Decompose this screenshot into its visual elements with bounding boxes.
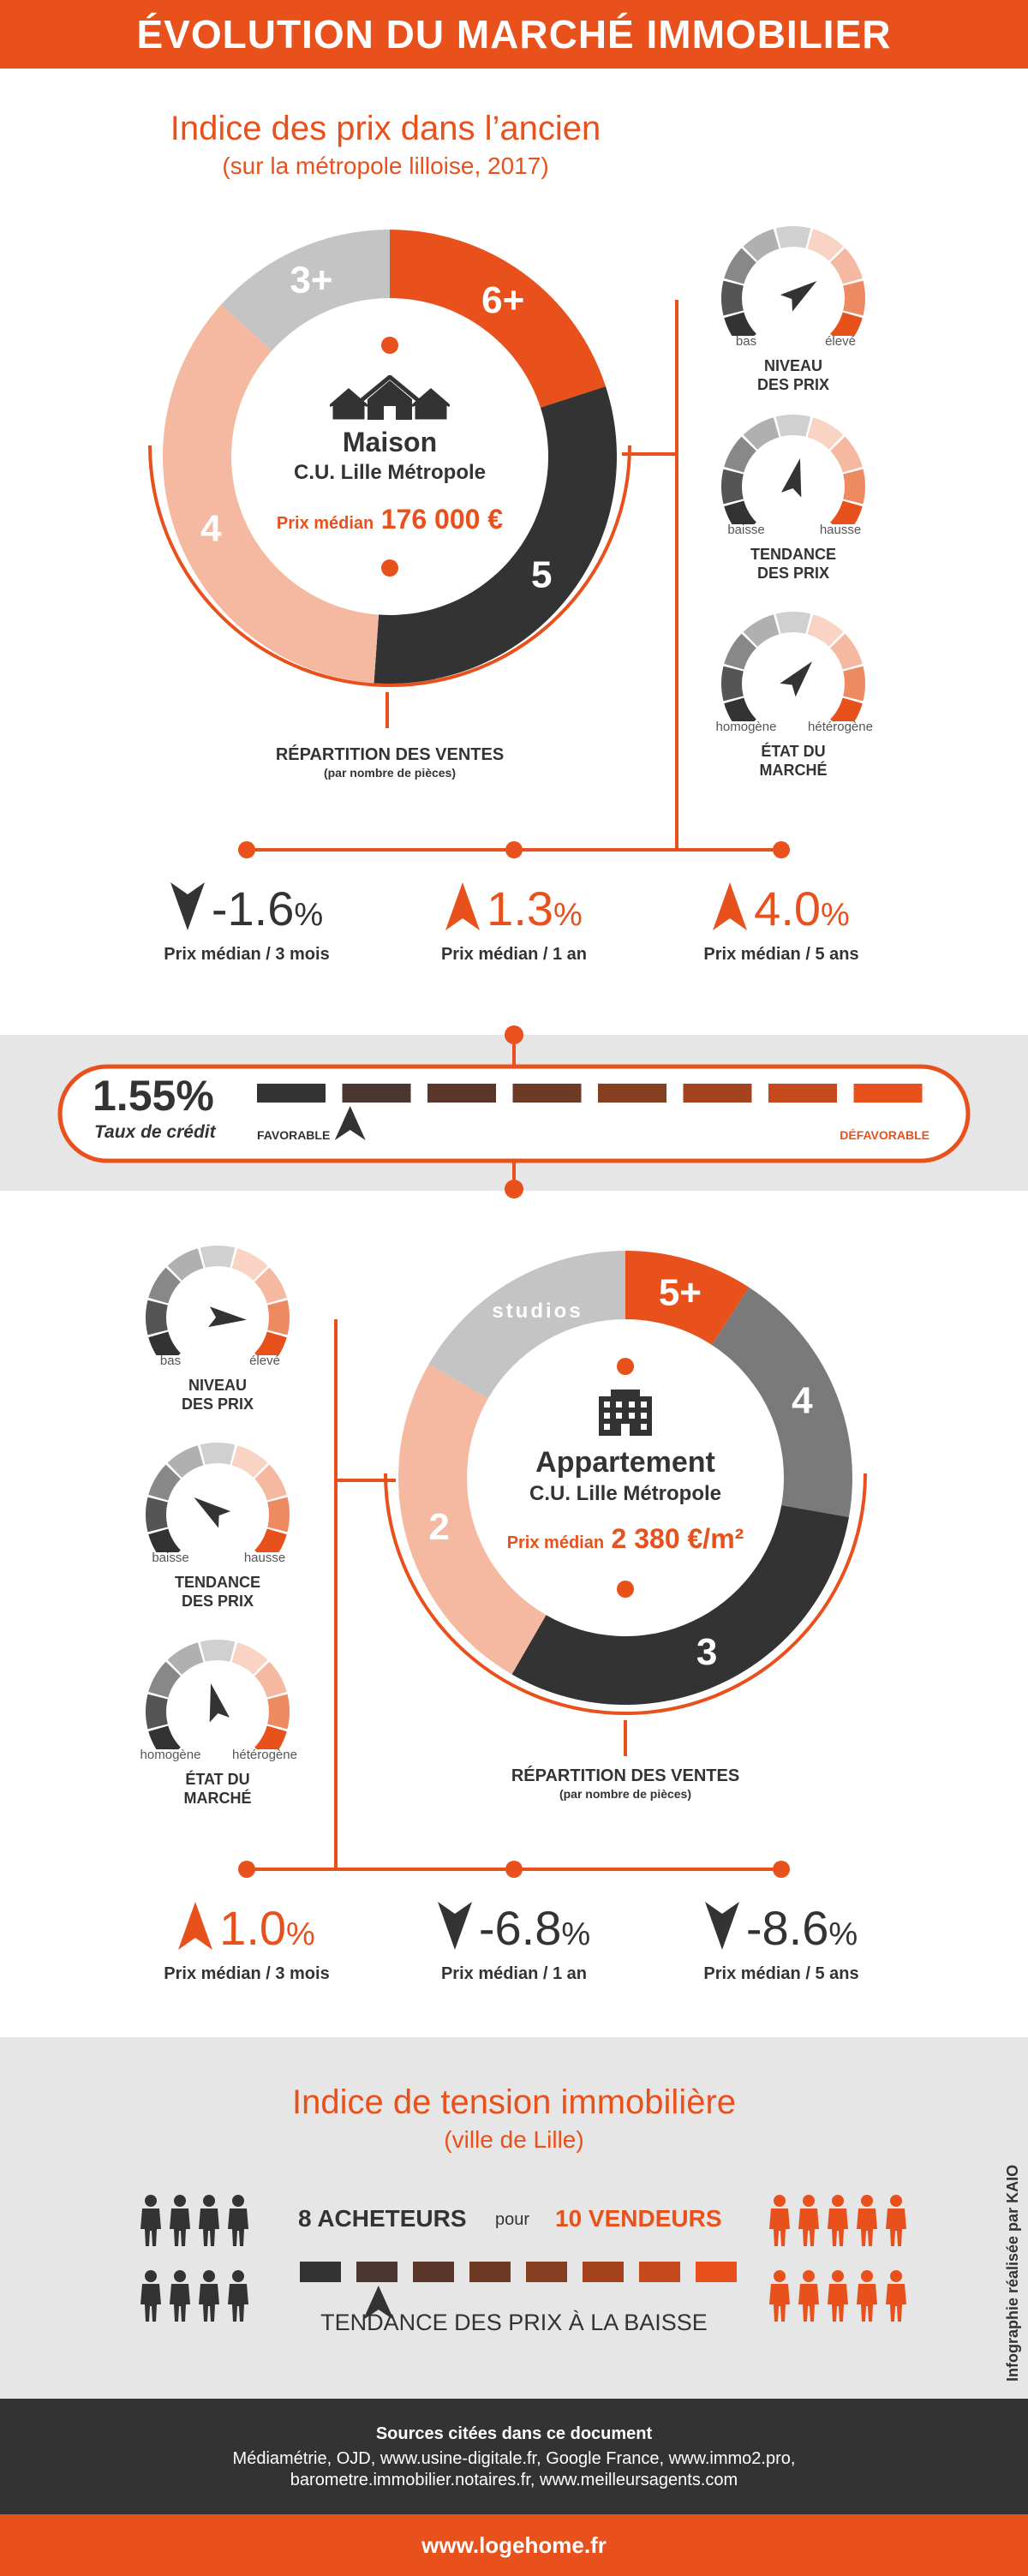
- maison-stat-3: [653, 881, 910, 965]
- maison-gauge-segment: [724, 698, 756, 721]
- maison-gauge-segment: [843, 469, 865, 505]
- appartement-gauge-caption: ÉTAT DU MARCHÉ: [183, 1771, 252, 1807]
- appartement-median-label: Prix médian: [506, 1533, 605, 1552]
- maison-stat-caption: Prix médian / 5 ans: [703, 945, 859, 964]
- person-icon: [828, 2195, 848, 2246]
- credit-scale-marker-icon: [335, 1106, 366, 1140]
- maison-gauge-segment: [776, 415, 811, 437]
- maison-stat-value: 4.0: [754, 882, 822, 935]
- maison-gauge-2: [708, 413, 879, 582]
- person-icon: [886, 2195, 906, 2246]
- appartement-gauge-segment: [200, 1246, 236, 1268]
- appartement-stat-unit: %: [828, 1916, 858, 1952]
- maison-gauge-segment: [843, 666, 865, 702]
- appartement-donut-segment-label-4: 2: [428, 1506, 450, 1549]
- maison-gauge-segment: [830, 313, 863, 336]
- appartement-stat-value: 1.0: [219, 1901, 287, 1955]
- sources-footer: [0, 2399, 1028, 2514]
- maison-gauge-segment: [721, 666, 744, 702]
- tension-sellers: 10 VENDEURS: [555, 2205, 722, 2232]
- appartement-donut-dot-top: [617, 1358, 634, 1375]
- tension-scale-segment: [469, 2262, 511, 2282]
- appartement-stat-2: [386, 1900, 642, 1984]
- appartement-donut-segment-label-2: 4: [792, 1379, 813, 1422]
- maison-gauge-segment: [830, 501, 863, 524]
- maison-gauge-segment: [724, 501, 756, 524]
- appartement-gauge-segment: [146, 1694, 168, 1730]
- maison-donut-segment-label-3: 4: [200, 507, 222, 550]
- credit-scale-segment: [257, 1084, 326, 1103]
- maison-stat-value: -1.6: [211, 882, 295, 935]
- appartement-donut-segment-5: [429, 1251, 625, 1399]
- tension-scale-segment: [413, 2262, 454, 2282]
- person-icon: [140, 2270, 161, 2322]
- maison-gauge-low-label: homogène: [715, 720, 777, 734]
- maison-gauge-segment: [724, 313, 756, 336]
- person-icon: [170, 2270, 190, 2322]
- maison-gauge-segment: [721, 281, 744, 316]
- appartement-gauge-low-label: homogène: [140, 1748, 201, 1762]
- appartement-gauge-segment: [254, 1726, 287, 1749]
- maison-distribution-subtitle: (par nombre de pièces): [323, 766, 457, 780]
- maison-stat-unit: %: [294, 897, 324, 933]
- maison-gauge-high-label: élevé: [825, 334, 856, 349]
- appartement-distribution-subtitle: (par nombre de pièces): [559, 1787, 692, 1801]
- person-icon: [140, 2195, 161, 2246]
- credit-rate: 1.55%: [93, 1072, 214, 1120]
- appartement-gauge-high-label: élevé: [249, 1354, 280, 1368]
- arrow-down-icon: [705, 1902, 739, 1950]
- credit-scale-segment: [684, 1084, 752, 1103]
- credit-favorable: FAVORABLE: [257, 1128, 331, 1142]
- maison-gauge-caption: TENDANCE DES PRIX: [750, 546, 836, 582]
- maison-stat-unit: %: [553, 897, 583, 933]
- appartement-gauge-segment: [148, 1332, 181, 1355]
- maison-donut-dot-bottom: [381, 559, 398, 577]
- maison-stat-2: [386, 881, 642, 965]
- tension-scale-segment: [526, 2262, 567, 2282]
- appartement-stat-caption: Prix médian / 3 mois: [164, 1964, 330, 1983]
- appartement-stat-3: [653, 1900, 910, 1984]
- appartement-gauge-dial: [132, 1638, 303, 1749]
- maison-gauge-low-label: baisse: [727, 523, 765, 537]
- maison-donut-segment-label-1: 6+: [481, 278, 525, 321]
- person-icon: [886, 2270, 906, 2322]
- person-icon: [199, 2195, 219, 2246]
- appartement-stat-1: [118, 1900, 375, 1984]
- appartement-gauge-2: [132, 1441, 303, 1610]
- header-bar: [0, 0, 1028, 69]
- appartement-gauge-segment: [146, 1300, 168, 1336]
- sources-title: Sources citées dans ce document: [375, 2424, 653, 2443]
- maison-gauge-3: [708, 610, 879, 779]
- appartement-median-value: 2 380 €/m²: [611, 1523, 744, 1554]
- appartement-donut-dot-bottom: [617, 1581, 634, 1598]
- appartement-gauge-segment: [148, 1529, 181, 1552]
- appartement-gauge-dial: [132, 1441, 303, 1552]
- appartement-stat-value: -8.6: [745, 1901, 829, 1955]
- tension-scale-segment: [583, 2262, 624, 2282]
- maison-donut-segment-3: [163, 305, 379, 684]
- price-index-title: Indice des prix dans l’ancien: [170, 110, 601, 147]
- tension-scale-segment: [639, 2262, 680, 2282]
- tension-scale-segment: [300, 2262, 341, 2282]
- appartement-stat-caption: Prix médian / 5 ans: [703, 1964, 859, 1983]
- maison-gauge-needle-icon: [780, 654, 820, 696]
- tension-subtitle: (ville de Lille): [444, 2126, 584, 2153]
- appartement-stat-caption: Prix médian / 1 an: [440, 1964, 588, 1983]
- arrow-up-icon: [445, 882, 480, 930]
- maison-gauge-needle-icon: [781, 456, 810, 497]
- maison-stat-caption: Prix médian / 1 an: [440, 945, 588, 964]
- credit-scale-segment: [598, 1084, 666, 1103]
- credit-defavorable: DÉFAVORABLE: [840, 1128, 929, 1142]
- person-icon: [857, 2195, 877, 2246]
- website-link[interactable]: www.logehome.fr: [421, 2532, 607, 2558]
- arrow-down-icon: [438, 1902, 472, 1950]
- maison-gauge-high-label: hausse: [819, 523, 862, 537]
- person-icon: [798, 2270, 819, 2322]
- arrow-down-icon: [170, 882, 205, 930]
- maison-gauge-segment: [776, 612, 811, 634]
- appartement-gauge-caption: TENDANCE DES PRIX: [174, 1574, 260, 1610]
- tension-title: Indice de tension immobilière: [291, 2083, 737, 2121]
- person-icon: [857, 2270, 877, 2322]
- arrow-up-icon: [713, 882, 747, 930]
- person-icon: [228, 2270, 248, 2322]
- maison-gauge-caption: NIVEAU DES PRIX: [756, 357, 830, 393]
- maison-donut-segment-label-4: 3+: [290, 259, 333, 302]
- person-icon: [228, 2195, 248, 2246]
- house-icon: [257, 375, 523, 427]
- appartement-gauge-segment: [200, 1640, 236, 1662]
- appartement-gauge-caption: NIVEAU DES PRIX: [181, 1377, 254, 1413]
- appartement-gauge-segment: [200, 1443, 236, 1465]
- sources-line-1: Médiamétrie, OJD, www.usine-digitale.fr, Google France, www.immo2.pro,: [232, 2449, 796, 2468]
- person-icon: [170, 2195, 190, 2246]
- person-icon: [769, 2270, 790, 2322]
- maison-stat-caption: Prix médian / 3 mois: [164, 945, 330, 964]
- sources-line-2: barometre.immobilier.notaires.fr, www.meilleursagents.com: [290, 2471, 738, 2489]
- appartement-gauge-low-label: bas: [159, 1354, 182, 1368]
- maison-gauge-high-label: hétérogène: [808, 720, 873, 734]
- tension-buyers: 8 ACHETEURS: [298, 2205, 467, 2232]
- tension-scale-segment: [356, 2262, 397, 2282]
- credit-label: Taux de crédit: [94, 1122, 216, 1142]
- appartement-gauge-segment: [148, 1726, 181, 1749]
- tension-scale-segment: [696, 2262, 737, 2282]
- appartement-gauge-segment: [267, 1300, 290, 1336]
- appartement-gauge-segment: [267, 1497, 290, 1533]
- appartement-gauge-segment: [146, 1497, 168, 1533]
- maison-donut-segment-label-2: 5: [531, 553, 553, 596]
- maison-area: C.U. Lille Métropole: [293, 461, 486, 484]
- website-footer: [0, 2514, 1028, 2576]
- appartement-stat-value: -6.8: [478, 1901, 562, 1955]
- credit-scale-segment: [427, 1084, 496, 1103]
- maison-gauge-segment: [721, 469, 744, 505]
- appartement-gauge-high-label: hétérogène: [232, 1748, 297, 1762]
- appartement-gauge-3: [132, 1638, 303, 1807]
- credit-side-text: Infographie réalisée par KAIO: [1004, 2164, 1021, 2382]
- appartement-gauge-segment: [254, 1332, 287, 1355]
- maison-gauge-dial: [708, 610, 879, 721]
- maison-gauge-dial: [708, 413, 879, 524]
- appartement-title: Appartement: [535, 1446, 715, 1479]
- maison-gauge-segment: [830, 698, 863, 721]
- maison-title: Maison: [342, 427, 438, 457]
- maison-gauge-segment: [776, 226, 811, 248]
- appartement-distribution-title: RÉPARTITION DES VENTES: [511, 1766, 740, 1785]
- appartement-gauge-high-label: hausse: [243, 1551, 286, 1565]
- appartement-area: C.U. Lille Métropole: [529, 1482, 721, 1505]
- appartement-gauge-low-label: baisse: [152, 1551, 189, 1565]
- person-icon: [798, 2195, 819, 2246]
- maison-stat-unit: %: [821, 897, 850, 933]
- person-icon: [769, 2195, 790, 2246]
- maison-median: [257, 504, 523, 535]
- maison-gauge-caption: ÉTAT DU MARCHÉ: [759, 743, 828, 779]
- maison-median-value: 176 000 €: [380, 504, 504, 535]
- appartement-gauge-needle-icon: [188, 1489, 230, 1527]
- maison-distribution-title: RÉPARTITION DES VENTES: [275, 745, 505, 764]
- maison-gauge-needle-icon: [780, 272, 823, 311]
- page-title: ÉVOLUTION DU MARCHÉ IMMOBILIER: [136, 12, 892, 57]
- maison-gauge-dial: [708, 224, 879, 336]
- credit-scale-segment: [343, 1084, 411, 1103]
- appartement-gauge-needle-icon: [200, 1681, 230, 1722]
- appartement-gauge-segment: [267, 1694, 290, 1730]
- tension-pour: pour: [495, 2210, 530, 2229]
- price-index-subtitle: (sur la métropole lilloise, 2017): [222, 152, 549, 179]
- credit-scale-segment: [513, 1084, 582, 1103]
- appartement-stat-unit: %: [286, 1916, 315, 1952]
- maison-median-label: Prix médian: [276, 514, 374, 533]
- person-icon: [199, 2270, 219, 2322]
- maison-gauge-segment: [843, 281, 865, 316]
- maison-stat-value: 1.3: [487, 882, 554, 935]
- maison-gauge-low-label: bas: [735, 334, 757, 349]
- credit-scale-segment: [854, 1084, 923, 1103]
- maison-stat-1: [118, 881, 375, 965]
- appartement-median: [480, 1523, 771, 1555]
- tension-trend: TENDANCE DES PRIX À LA BAISSE: [320, 2310, 708, 2335]
- credit-scale-segment: [768, 1084, 837, 1103]
- appartement-donut-segment-label-1: 5+: [658, 1271, 702, 1314]
- maison-donut-dot-top: [381, 337, 398, 354]
- maison-gauge-1: [708, 224, 879, 393]
- person-icon: [828, 2270, 848, 2322]
- appartement-gauge-needle-icon: [208, 1306, 248, 1330]
- appartement-gauge-dial: [132, 1244, 303, 1355]
- building-icon: [493, 1390, 758, 1440]
- appartement-gauge-segment: [254, 1529, 287, 1552]
- appartement-donut-segment-label-3: 3: [696, 1630, 718, 1673]
- appartement-stat-unit: %: [561, 1916, 591, 1952]
- appartement-donut-segment-label-5: studios: [492, 1300, 583, 1324]
- appartement-gauge-1: [132, 1244, 303, 1413]
- arrow-up-icon: [178, 1902, 212, 1950]
